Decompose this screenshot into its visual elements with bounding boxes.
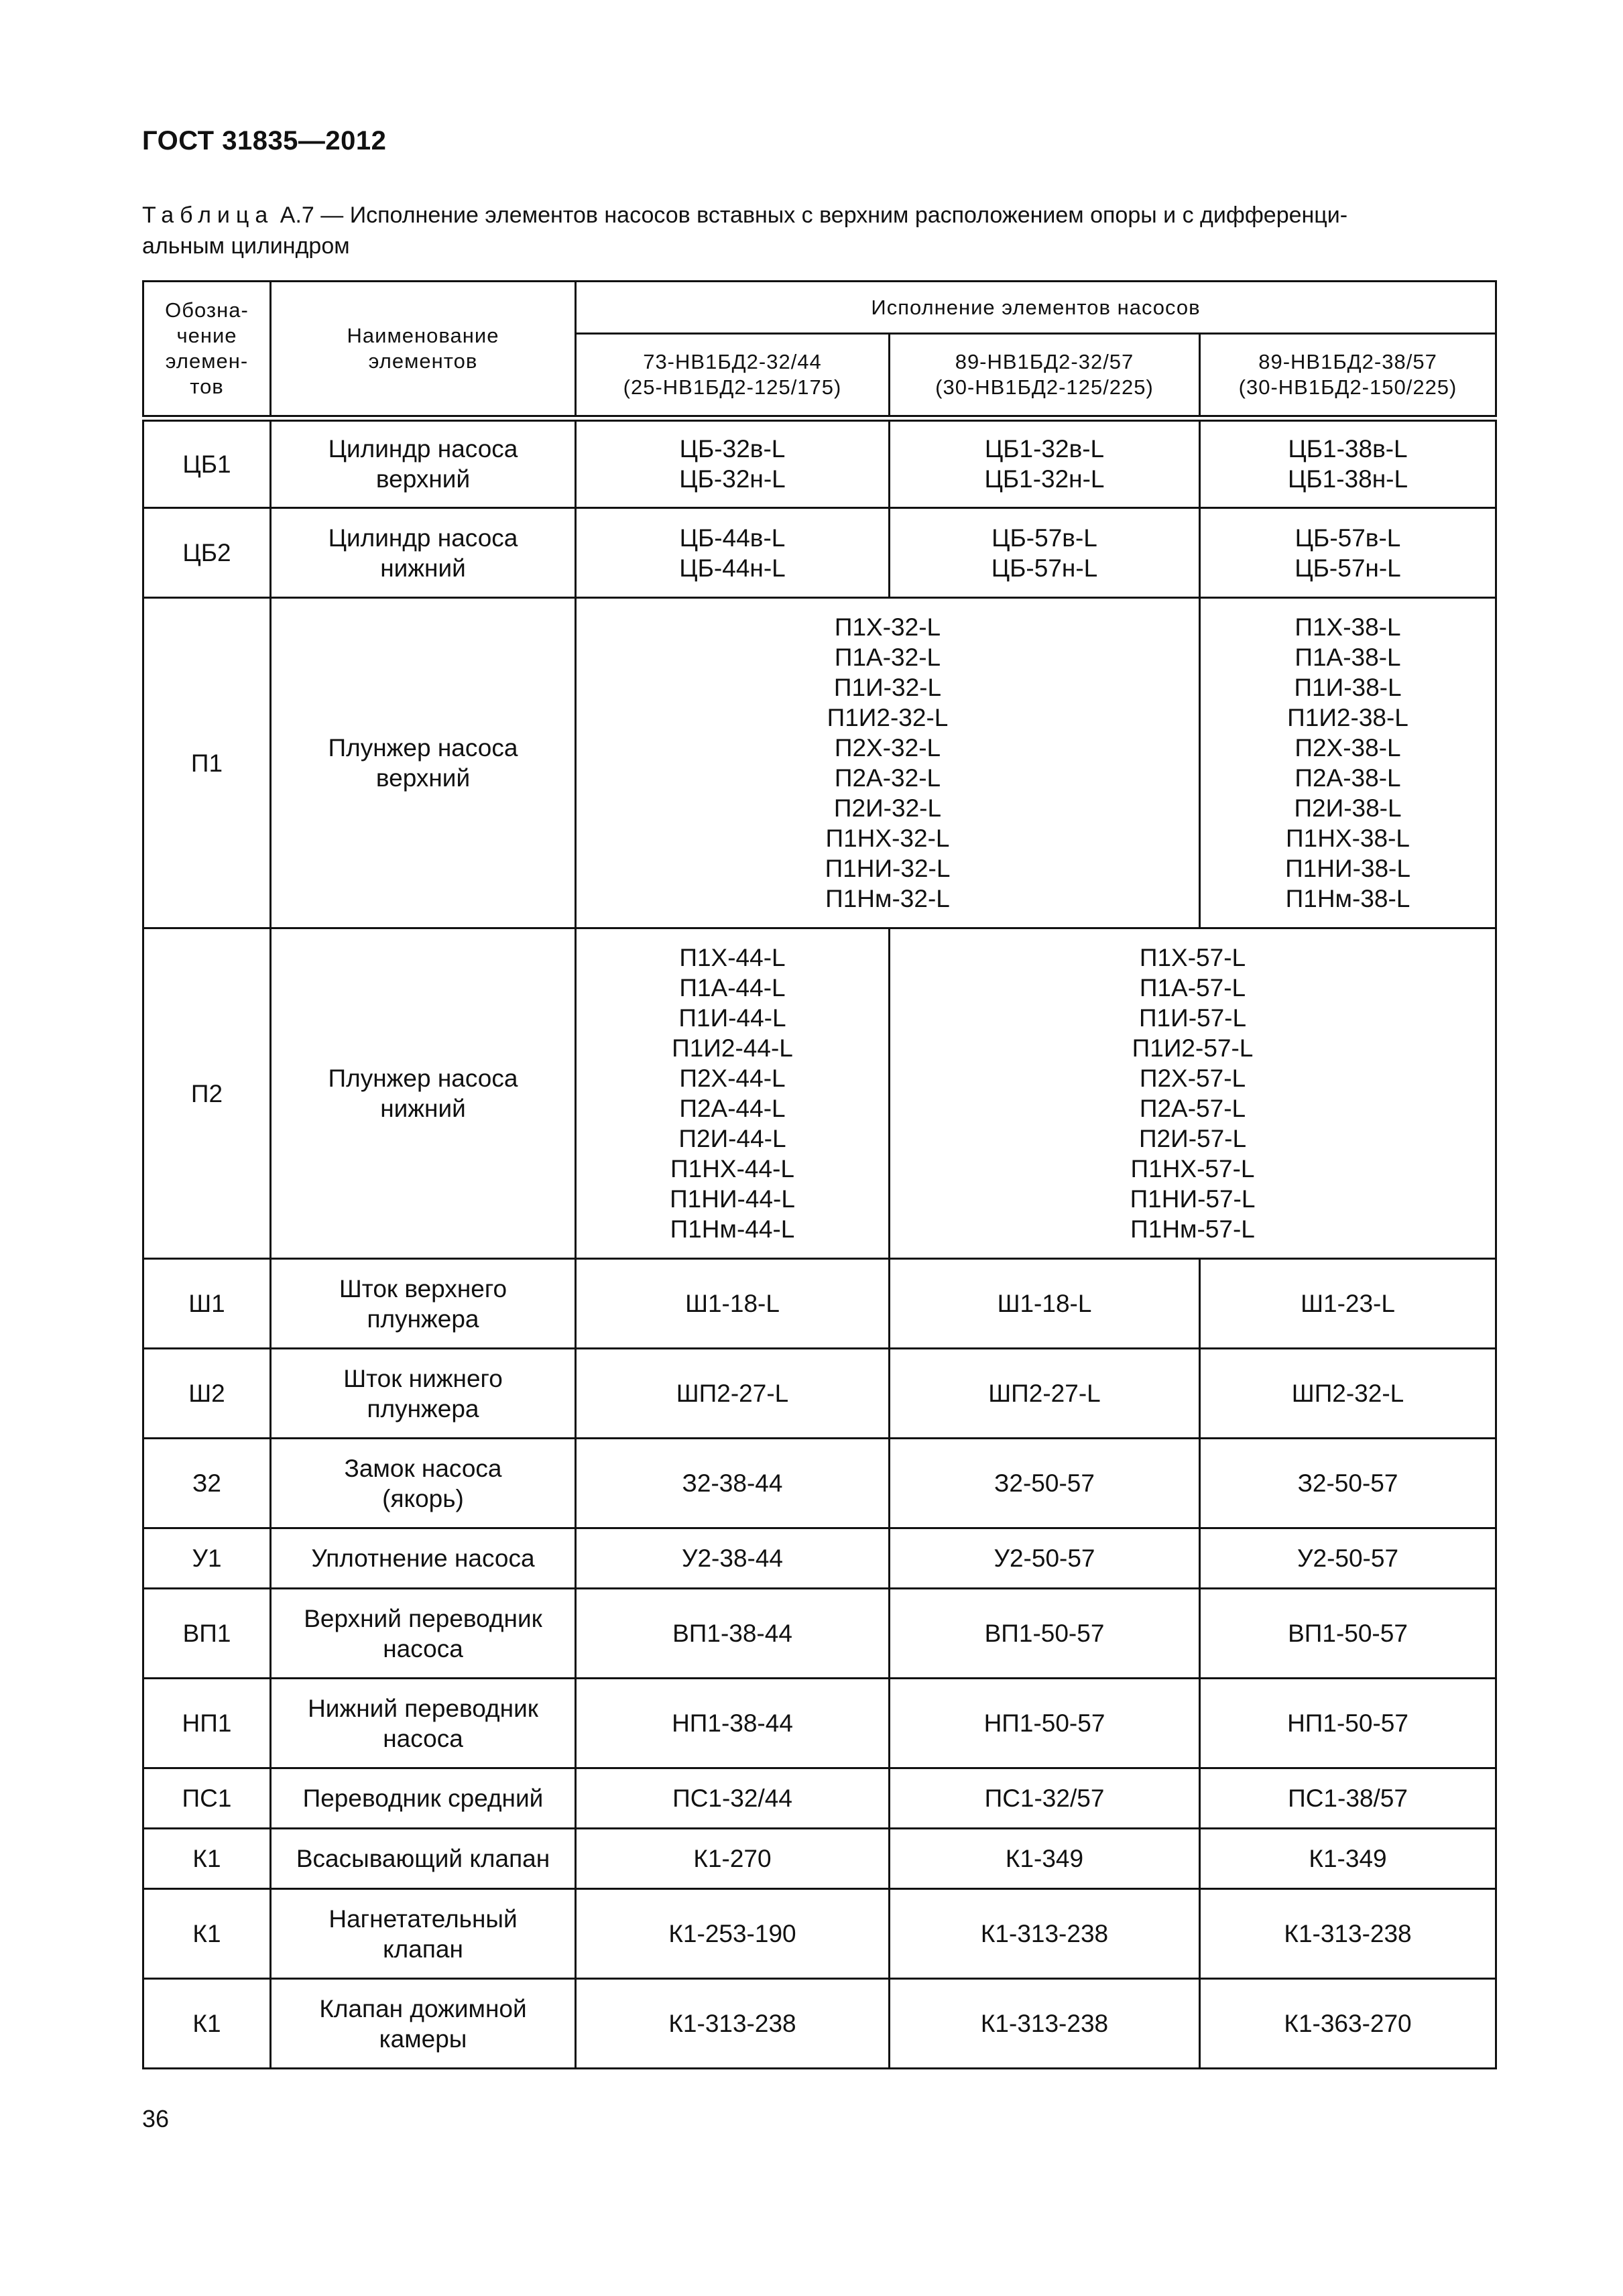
- variant-value: К1-349: [890, 1829, 1200, 1889]
- variant-value: ПС1-32/44: [576, 1768, 890, 1829]
- variant-value: У2-50-57: [1200, 1528, 1496, 1589]
- variant-value-merged: П1Х-32-L П1А-32-L П1И-32-L П1И2-32-L П2Х-32-L П2А-32-L П2И-32-L П1НХ-32-L П1НИ-32-L П1Нм-32-L: [576, 598, 1200, 928]
- element-code: К1: [143, 1889, 271, 1979]
- variant-value: Ш1-23-L: [1200, 1259, 1496, 1349]
- variant-value: К1-313-238: [890, 1979, 1200, 2069]
- table-caption-prefix: Таблица: [142, 202, 274, 228]
- table-row: [143, 1439, 1496, 1528]
- table-row: [143, 1349, 1496, 1439]
- element-name: Цилиндр насоса верхний: [271, 418, 576, 508]
- variant-value: ПС1-32/57: [890, 1768, 1200, 1829]
- table-row: [143, 1528, 1496, 1589]
- table-row: [143, 418, 1496, 508]
- variant-value: ВП1-50-57: [890, 1589, 1200, 1679]
- element-name: Всасывающий клапан: [271, 1829, 576, 1889]
- variant-value: У2-38-44: [576, 1528, 890, 1589]
- table-row: [143, 598, 1496, 928]
- header-variant: 89-НВ1БД2-32/57 (30-НВ1БД2-125/225): [890, 334, 1200, 418]
- table-row: [143, 1259, 1496, 1349]
- variant-value: К1-270: [576, 1829, 890, 1889]
- element-name: Переводник средний: [271, 1768, 576, 1829]
- element-code: НП1: [143, 1679, 271, 1768]
- element-name: Шток нижнего плунжера: [271, 1349, 576, 1439]
- variant-value: К1-253-190: [576, 1889, 890, 1979]
- header-designation: Обозна- чение элемен- тов: [143, 282, 271, 418]
- variant-value: У2-50-57: [890, 1528, 1200, 1589]
- page-number: 36: [142, 2105, 170, 2132]
- variant-value: НП1-38-44: [576, 1679, 890, 1768]
- element-code: К1: [143, 1829, 271, 1889]
- header-element-name: Наименование элементов: [271, 282, 576, 418]
- variant-value: ЦБ-32в-L ЦБ-32н-L: [576, 418, 890, 508]
- table-caption-text: Исполнение элементов насосов вставных с верхним расположением опоры и с дифференци- альным цилиндром: [142, 202, 1348, 259]
- element-name: Верхний переводник насоса: [271, 1589, 576, 1679]
- element-code: ВП1: [143, 1589, 271, 1679]
- table-row: [143, 928, 1496, 1259]
- element-name: Клапан дожимной камеры: [271, 1979, 576, 2069]
- element-name: Нагнетательный клапан: [271, 1889, 576, 1979]
- header-variant: 73-НВ1БД2-32/44 (25-НВ1БД2-125/175): [576, 334, 890, 418]
- variant-value: ПС1-38/57: [1200, 1768, 1496, 1829]
- variant-value: К1-313-238: [1200, 1889, 1496, 1979]
- element-code: Ш1: [143, 1259, 271, 1349]
- variant-value: ЦБ-44в-L ЦБ-44н-L: [576, 508, 890, 598]
- table-row: [143, 1889, 1496, 1979]
- variant-value: ЦБ1-32в-L ЦБ1-32н-L: [890, 418, 1200, 508]
- variant-value: ШП2-27-L: [890, 1349, 1200, 1439]
- variant-value: ВП1-38-44: [576, 1589, 890, 1679]
- element-name: Плунжер насоса нижний: [271, 928, 576, 1259]
- table-row: [143, 1829, 1496, 1889]
- table-row: [143, 1768, 1496, 1829]
- element-name: Нижний переводник насоса: [271, 1679, 576, 1768]
- variant-value: З2-38-44: [576, 1439, 890, 1528]
- header-variant: 89-НВ1БД2-38/57 (30-НВ1БД2-150/225): [1200, 334, 1496, 418]
- variant-value: ЦБ-57в-L ЦБ-57н-L: [1200, 508, 1496, 598]
- variant-value: З2-50-57: [890, 1439, 1200, 1528]
- element-code: Ш2: [143, 1349, 271, 1439]
- element-name: Замок насоса (якорь): [271, 1439, 576, 1528]
- standard-code: ГОСТ 31835—2012: [142, 126, 387, 156]
- elements-table: [142, 280, 1497, 2069]
- variant-value: К1-313-238: [576, 1979, 890, 2069]
- element-code: ЦБ2: [143, 508, 271, 598]
- variant-value-merged: П1Х-57-L П1А-57-L П1И-57-L П1И2-57-L П2Х-57-L П2А-57-L П2И-57-L П1НХ-57-L П1НИ-57-L П1Нм-57-L: [890, 928, 1496, 1259]
- element-name: Плунжер насоса верхний: [271, 598, 576, 928]
- variant-value: Ш1-18-L: [576, 1259, 890, 1349]
- element-code: П2: [143, 928, 271, 1259]
- variant-value: К1-363-270: [1200, 1979, 1496, 2069]
- element-code: ЦБ1: [143, 418, 271, 508]
- element-name: Шток верхнего плунжера: [271, 1259, 576, 1349]
- variant-value: ЦБ-57в-L ЦБ-57н-L: [890, 508, 1200, 598]
- element-name: Уплотнение насоса: [271, 1528, 576, 1589]
- table-row: [143, 1589, 1496, 1679]
- element-code: П1: [143, 598, 271, 928]
- element-name: Цилиндр насоса нижний: [271, 508, 576, 598]
- element-code: ПС1: [143, 1768, 271, 1829]
- variant-value: НП1-50-57: [1200, 1679, 1496, 1768]
- variant-value: ВП1-50-57: [1200, 1589, 1496, 1679]
- table-caption: [142, 200, 1500, 261]
- variant-value: К1-349: [1200, 1829, 1496, 1889]
- variant-value: ШП2-27-L: [576, 1349, 890, 1439]
- table-row: [143, 508, 1496, 598]
- variant-value: НП1-50-57: [890, 1679, 1200, 1768]
- table-row: [143, 1679, 1496, 1768]
- variant-value: П1Х-44-L П1А-44-L П1И-44-L П1И2-44-L П2Х-44-L П2А-44-L П2И-44-L П1НХ-44-L П1НИ-44-L П1Нм-44-L: [576, 928, 890, 1259]
- element-code: З2: [143, 1439, 271, 1528]
- element-code: К1: [143, 1979, 271, 2069]
- header-variants-group: Исполнение элементов насосов: [576, 282, 1496, 334]
- variant-value: ШП2-32-L: [1200, 1349, 1496, 1439]
- variant-value: З2-50-57: [1200, 1439, 1496, 1528]
- element-code: У1: [143, 1528, 271, 1589]
- table-caption-number: А.7 —: [280, 202, 344, 228]
- variant-value: К1-313-238: [890, 1889, 1200, 1979]
- variant-value: ЦБ1-38в-L ЦБ1-38н-L: [1200, 418, 1496, 508]
- variant-value: П1Х-38-L П1А-38-L П1И-38-L П1И2-38-L П2Х-38-L П2А-38-L П2И-38-L П1НХ-38-L П1НИ-38-L П1Нм-38-L: [1200, 598, 1496, 928]
- variant-value: Ш1-18-L: [890, 1259, 1200, 1349]
- table-row: [143, 1979, 1496, 2069]
